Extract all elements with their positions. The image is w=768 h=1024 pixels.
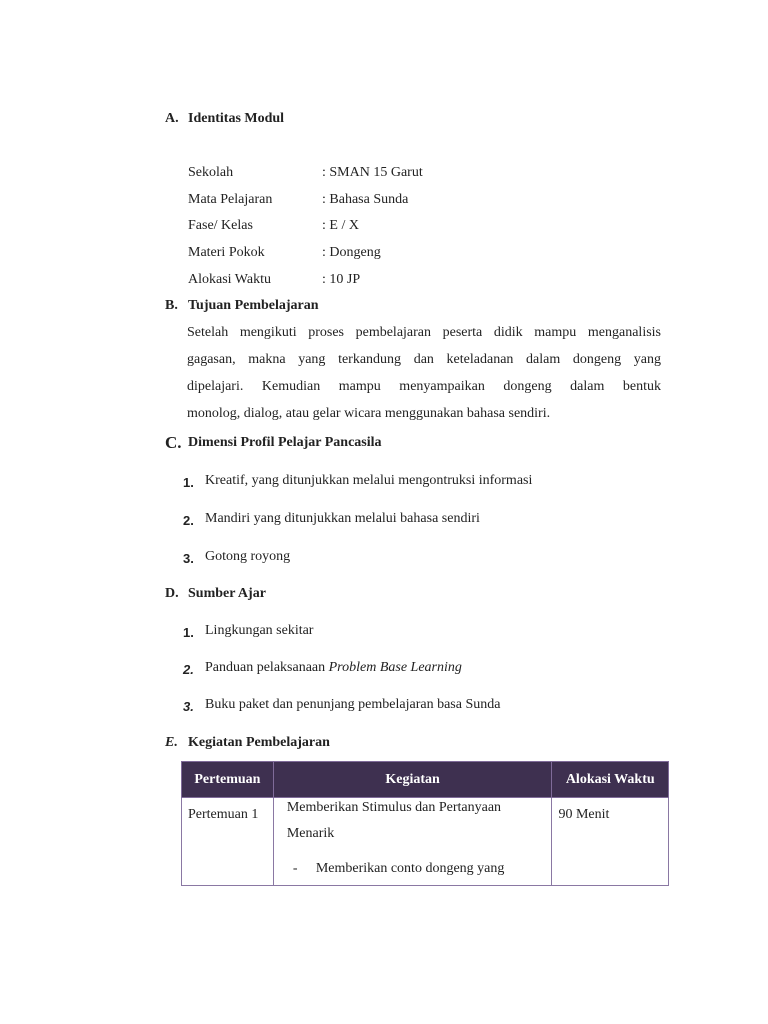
section-e-letter: E.	[165, 735, 178, 750]
section-d-title: Sumber Ajar	[188, 586, 266, 601]
list-item: Mandiri yang ditunjukkan melalui bahasa sendiri	[205, 511, 480, 526]
table-header-row	[182, 762, 669, 798]
list-item: Gotong royong	[205, 549, 291, 564]
list-item-text: Panduan pelaksanaan	[205, 660, 329, 675]
paragraph-line: gagasan, makna yang terkandung dan keteladanan dalam dongeng yang	[187, 352, 661, 367]
identity-label-sekolah: Sekolah	[188, 165, 234, 180]
list-number: 3.	[183, 699, 194, 714]
list-item	[205, 660, 462, 676]
kegiatan-line: Menarik	[286, 826, 335, 841]
list-number: 1.	[183, 475, 194, 490]
cell-pertemuan	[182, 798, 274, 886]
list-item: Buku paket dan penunjang pembelajaran basa Sunda	[205, 697, 501, 712]
identity-label-waktu: Alokasi Waktu	[188, 272, 271, 287]
list-item: Kreatif, yang ditunjukkan melalui mengontruksi informasi	[205, 473, 533, 488]
pertemuan-text: Pertemuan 1	[188, 807, 259, 822]
list-item-italic: Problem Base Learning	[328, 660, 462, 675]
section-a-letter: A.	[165, 111, 179, 126]
header-alokasi: Alokasi Waktu	[552, 762, 669, 798]
identity-value-materi: : Dongeng	[322, 245, 381, 260]
identity-label-mapel: Mata Pelajaran	[188, 192, 273, 207]
identity-value-waktu: : 10 JP	[322, 272, 361, 287]
cell-alokasi	[552, 798, 669, 886]
kegiatan-bullet	[287, 856, 552, 882]
identity-value-mapel: : Bahasa Sunda	[322, 192, 409, 207]
list-number: 2.	[183, 513, 194, 528]
section-c-title: Dimensi Profil Pelajar Pancasila	[188, 435, 382, 450]
identity-value-kelas: : E / X	[322, 218, 359, 233]
table-row	[182, 798, 669, 886]
section-b-letter: B.	[165, 298, 178, 313]
kegiatan-table	[181, 761, 669, 886]
bullet-text: Memberikan conto dongeng yang	[315, 861, 505, 876]
identity-value-sekolah: : SMAN 15 Garut	[322, 165, 423, 180]
section-c-letter: C.	[165, 433, 182, 452]
tujuan-paragraph	[187, 319, 661, 427]
paragraph-line: monolog, dialog, atau gelar wicara menggunakan bahasa sendiri.	[187, 406, 551, 421]
identity-label-kelas: Fase/ Kelas	[188, 218, 253, 233]
list-number: 1.	[183, 625, 194, 640]
paragraph-line: dipelajari. Kemudian mampu menyampaikan dongeng dalam bentuk	[187, 379, 661, 394]
kegiatan-line: Memberikan Stimulus dan Pertanyaan	[286, 800, 502, 815]
header-kegiatan: Kegiatan	[273, 762, 552, 798]
alokasi-text: 90 Menit	[558, 807, 610, 822]
paragraph-line: Setelah mengikuti proses pembelajaran peserta didik mampu menganalisis	[187, 325, 661, 340]
header-pertemuan: Pertemuan	[182, 762, 274, 798]
bullet-dash: -	[292, 861, 298, 876]
list-item: Lingkungan sekitar	[205, 623, 314, 638]
identity-label-materi: Materi Pokok	[188, 245, 265, 260]
section-b-title: Tujuan Pembelajaran	[188, 298, 319, 313]
section-a-title: Identitas Modul	[188, 111, 285, 126]
list-number: 2.	[183, 662, 194, 677]
list-number: 3.	[183, 551, 194, 566]
cell-kegiatan	[273, 798, 552, 886]
section-d-letter: D.	[165, 586, 179, 601]
section-e-title: Kegiatan Pembelajaran	[188, 735, 330, 750]
